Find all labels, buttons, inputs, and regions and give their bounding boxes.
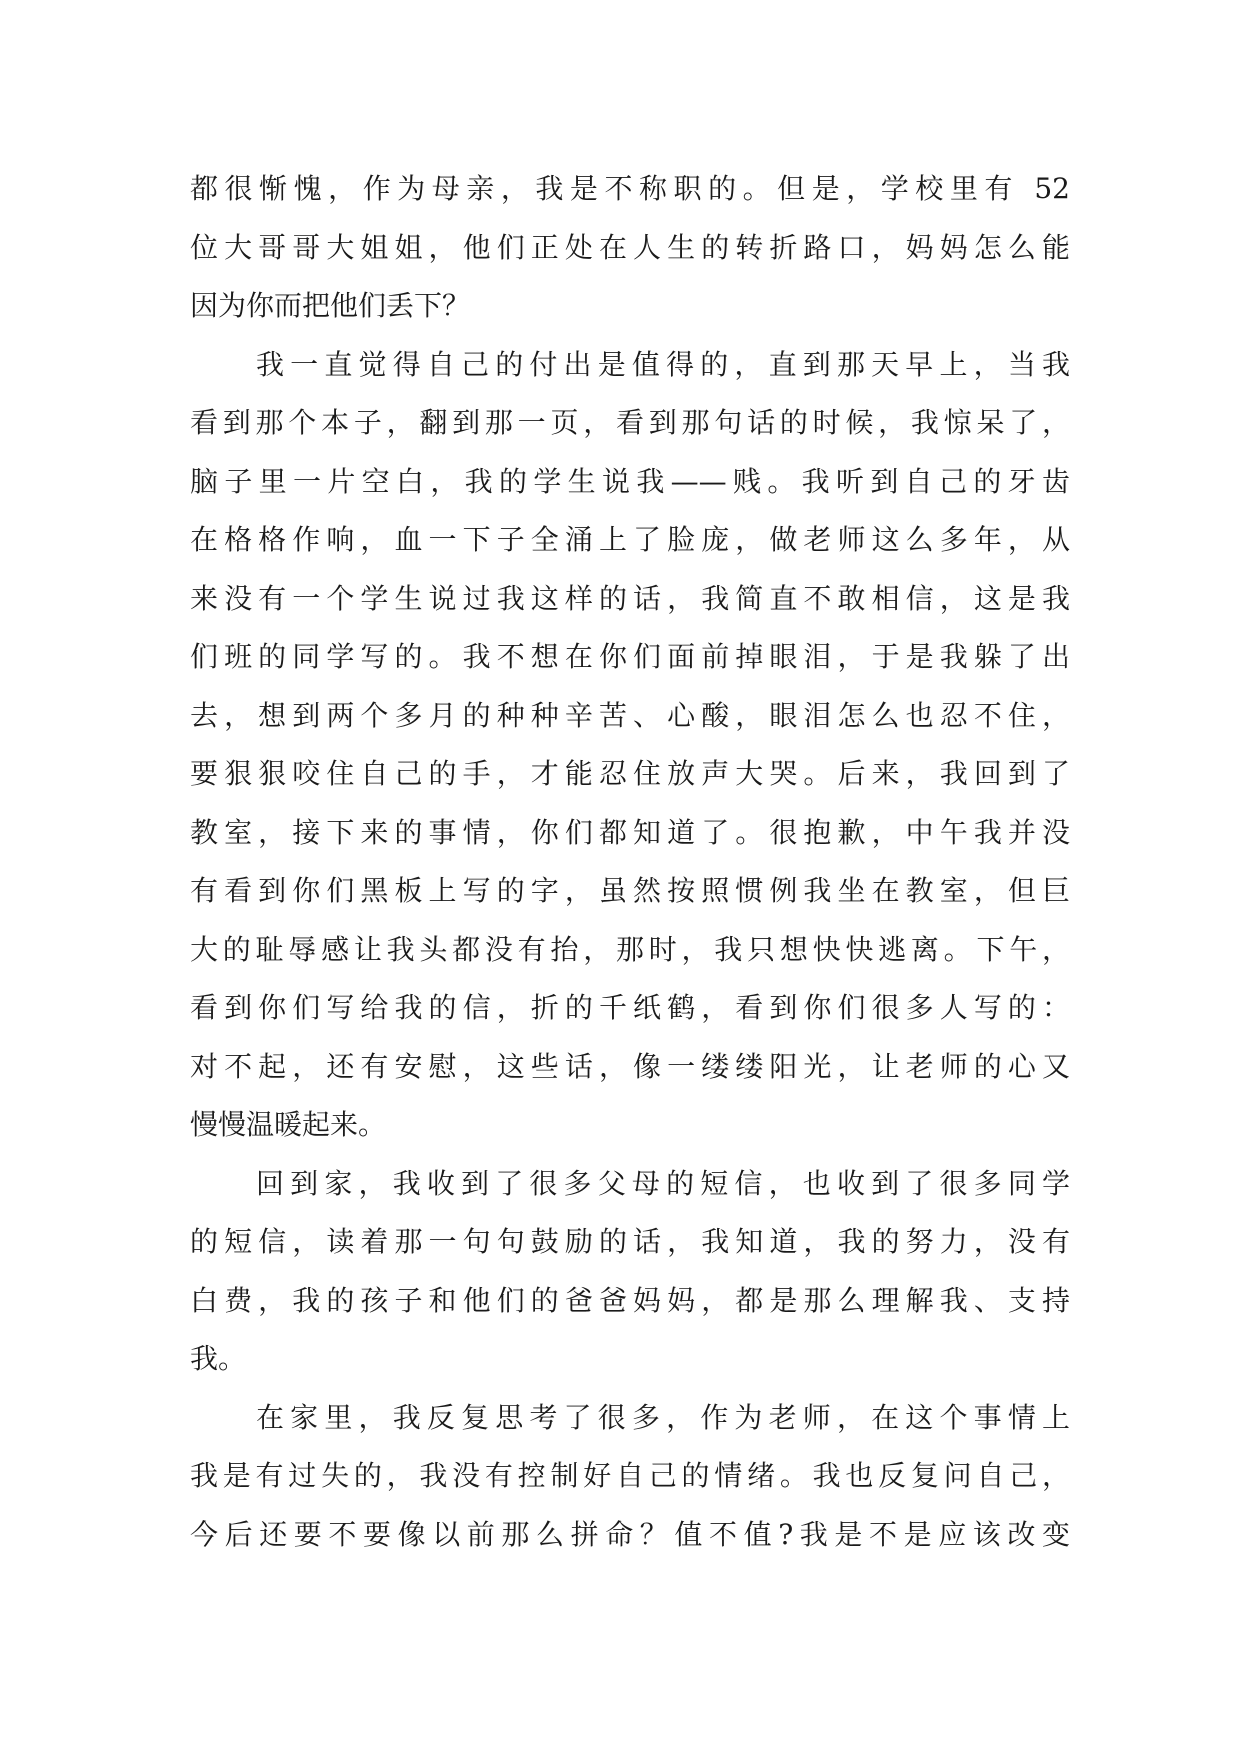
text-line: 今后还要不要像以前那么拼命？值不值?我是不是应该改变	[190, 1517, 1070, 1551]
text-line: 脑子里一片空白，我的学生说我——贱。我听到自己的牙齿	[190, 464, 1070, 498]
text-line: 的短信，读着那一句句鼓励的话，我知道，我的努力，没有	[190, 1225, 1070, 1258]
text-line: 对不起，还有安慰，这些话，像一缕缕阳光，让老师的心又	[190, 1049, 1070, 1083]
text-line: 有看到你们黑板上写的字，虽然按照惯例我坐在教室，但巨	[190, 874, 1070, 907]
text-line: 要狠狠咬住自己的手，才能忍住放声大哭。后来，我回到了	[190, 757, 1070, 790]
text-line: 教室，接下来的事情，你们都知道了。很抱歉，中午我并没	[190, 815, 1070, 849]
paragraph-3	[190, 1155, 1070, 1389]
text-line: 因为你而把他们丢下？	[190, 289, 471, 322]
text-line: 来没有一个学生说过我这样的话，我简直不敢相信，这是我	[190, 581, 1070, 615]
text-line: 看到那个本子，翻到那一页，看到那句话的时候，我惊呆了，	[190, 406, 1070, 439]
text-line: 回到家，我收到了很多父母的短信，也收到了很多同学	[256, 1166, 1070, 1200]
text-line: 大的耻辱感让我头都没有抬，那时，我只想快快逃离。下午，	[190, 932, 1070, 966]
text-line: 位大哥哥大姐姐，他们正处在人生的转折路口，妈妈怎么能	[190, 230, 1070, 264]
text-line: 我是有过失的，我没有控制好自己的情绪。我也反复问自己，	[190, 1459, 1070, 1492]
text-line: 慢慢温暖起来。	[190, 1108, 387, 1141]
text-line: 去，想到两个多月的种种辛苦、心酸，眼泪怎么也忍不住，	[190, 698, 1070, 732]
text-line: 白费，我的孩子和他们的爸爸妈妈，都是那么理解我、支持	[190, 1283, 1070, 1317]
text-line: 们班的同学写的。我不想在你们面前掉眼泪，于是我躲了出	[190, 640, 1070, 673]
text-line: 在格格作响，血一下子全涌上了脸庞，做老师这么多年，从	[190, 523, 1070, 556]
paragraph-4	[190, 1389, 1070, 1565]
paragraph-1	[190, 160, 1070, 336]
text-line: 我。	[190, 1342, 247, 1375]
text-line: 我一直觉得自己的付出是值得的，直到那天早上，当我	[256, 347, 1070, 381]
text-line: 在家里，我反复思考了很多，作为老师，在这个事情上	[256, 1400, 1070, 1434]
paragraph-2	[190, 336, 1070, 1155]
text-line: 看到你们写给我的信，折的千纸鹤，看到你们很多人写的：	[190, 991, 1070, 1024]
text-line: 都很惭愧，作为母亲，我是不称职的。但是，学校里有 52	[190, 172, 1070, 205]
body-text	[190, 160, 1070, 1564]
